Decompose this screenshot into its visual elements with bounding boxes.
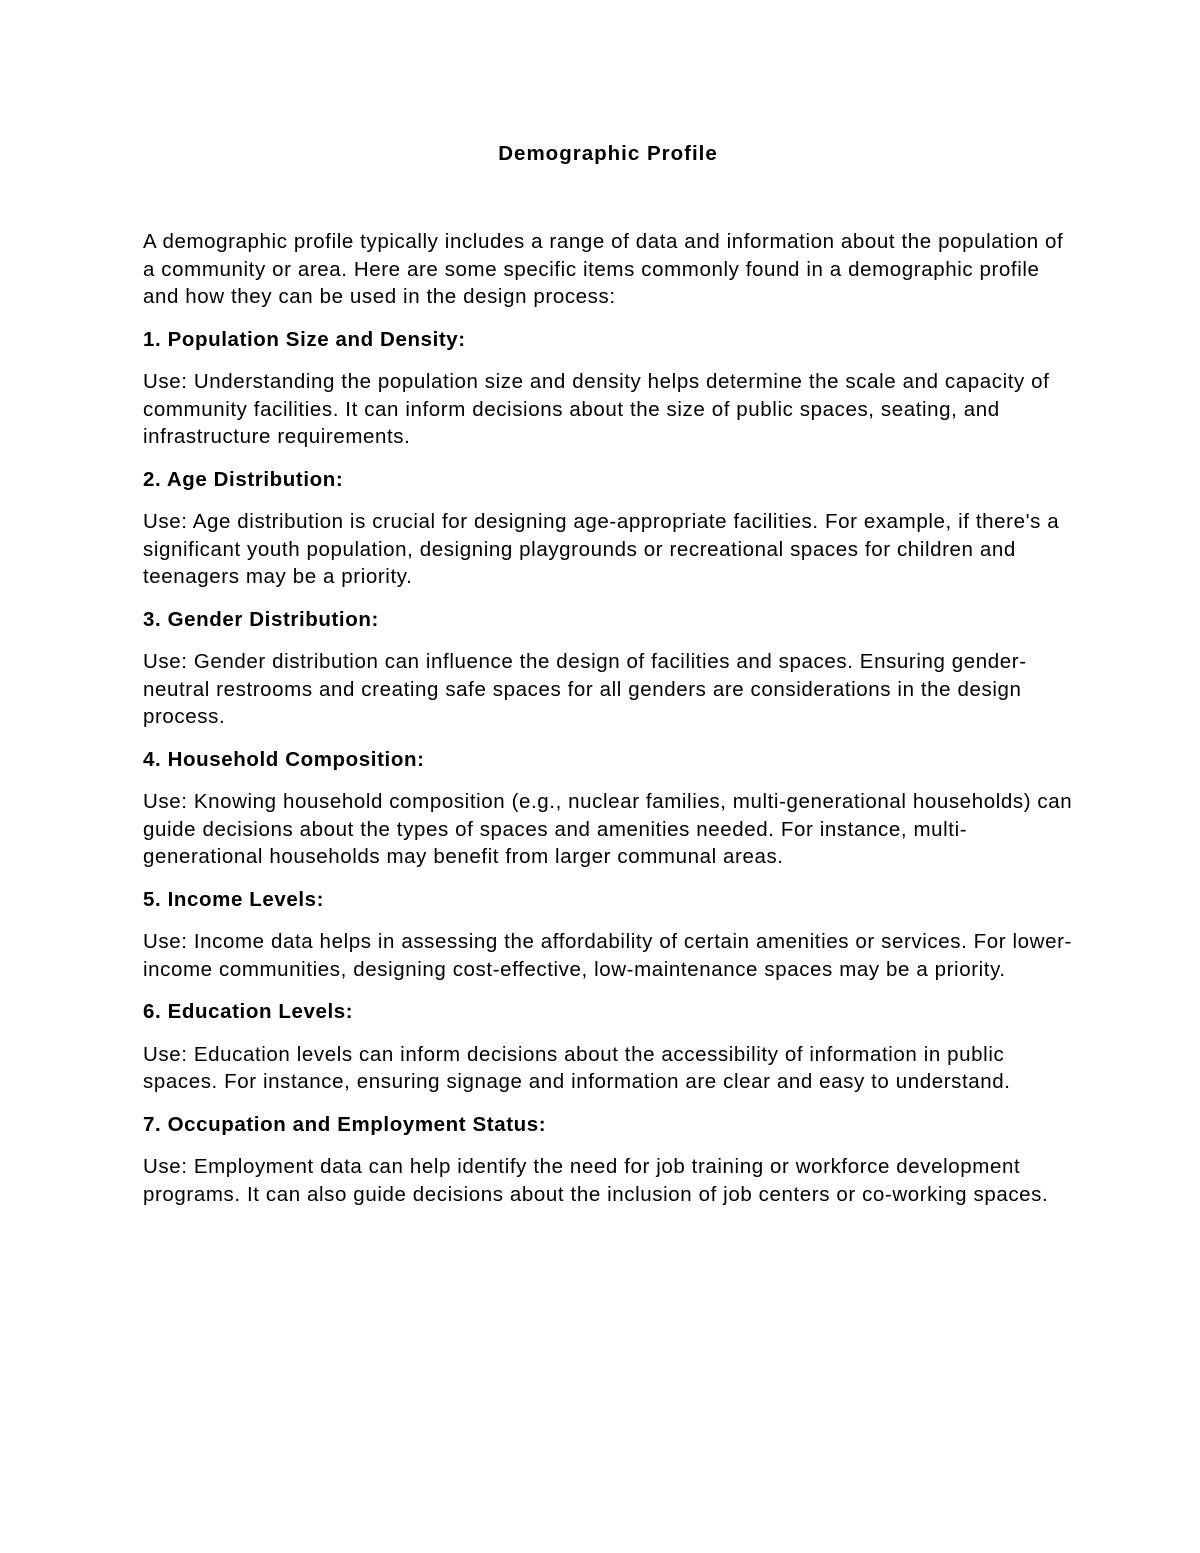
- section-household: [143, 746, 1073, 871]
- section-body: Use: Knowing household composition (e.g., nuclear families, multi-generational households) can guide decisions about the types of spaces and amenities needed. For instance, multi-generational households may benefit from larger communal areas.: [143, 790, 1073, 868]
- section-body: Use: Understanding the population size and density helps determine the scale and capacity of community facilities. It can inform decisions about the size of public spaces, seating, and infrastructure requirements.: [143, 370, 1050, 448]
- section-age: [143, 466, 1073, 591]
- section-heading: 5. Income Levels:: [143, 887, 325, 911]
- section-population: [143, 326, 1073, 451]
- section-body: Use: Education levels can inform decisions about the accessibility of information in public spaces. For instance, ensuring signage and information are clear and easy to understand.: [143, 1042, 1011, 1093]
- section-heading: 2. Age Distribution:: [143, 467, 344, 491]
- section-heading: 6. Education Levels:: [143, 1000, 354, 1023]
- section-heading: 4. Household Composition:: [143, 747, 425, 771]
- intro-paragraph: A demographic profile typically includes a range of data and information about the population of a community or area. Here are some specific items commonly found in a demographic profile and how they can be used in the design process:: [143, 230, 1064, 308]
- section-gender: [143, 606, 1073, 731]
- section-heading: 1. Population Size and Density:: [143, 327, 466, 351]
- section-body: Use: Age distribution is crucial for designing age-appropriate facilities. For example, if there's a significant youth population, designing playgrounds or recreational spaces for children and teenagers may be a priority.: [143, 510, 1060, 588]
- section-occupation: [143, 1111, 1073, 1209]
- section-heading: 7. Occupation and Employment Status:: [143, 1112, 547, 1136]
- section-income: [143, 886, 1073, 984]
- section-heading: 3. Gender Distribution:: [143, 607, 379, 631]
- section-education: [143, 998, 1073, 1096]
- document-content: [143, 140, 1073, 1223]
- section-body: Use: Gender distribution can influence the design of facilities and spaces. Ensuring gender-neutral restrooms and creating safe spaces for all genders are considerations in the design process.: [143, 650, 1027, 728]
- section-body: Use: Employment data can help identify the need for job training or workforce development programs. It can also guide decisions about the inclusion of job centers or co-working spaces.: [143, 1155, 1049, 1206]
- section-body: Use: Income data helps in assessing the affordability of certain amenities or services. For lower-income communities, designing cost-effective, low-maintenance spaces may be a priority.: [143, 930, 1072, 981]
- page-title: Demographic Profile: [498, 142, 718, 165]
